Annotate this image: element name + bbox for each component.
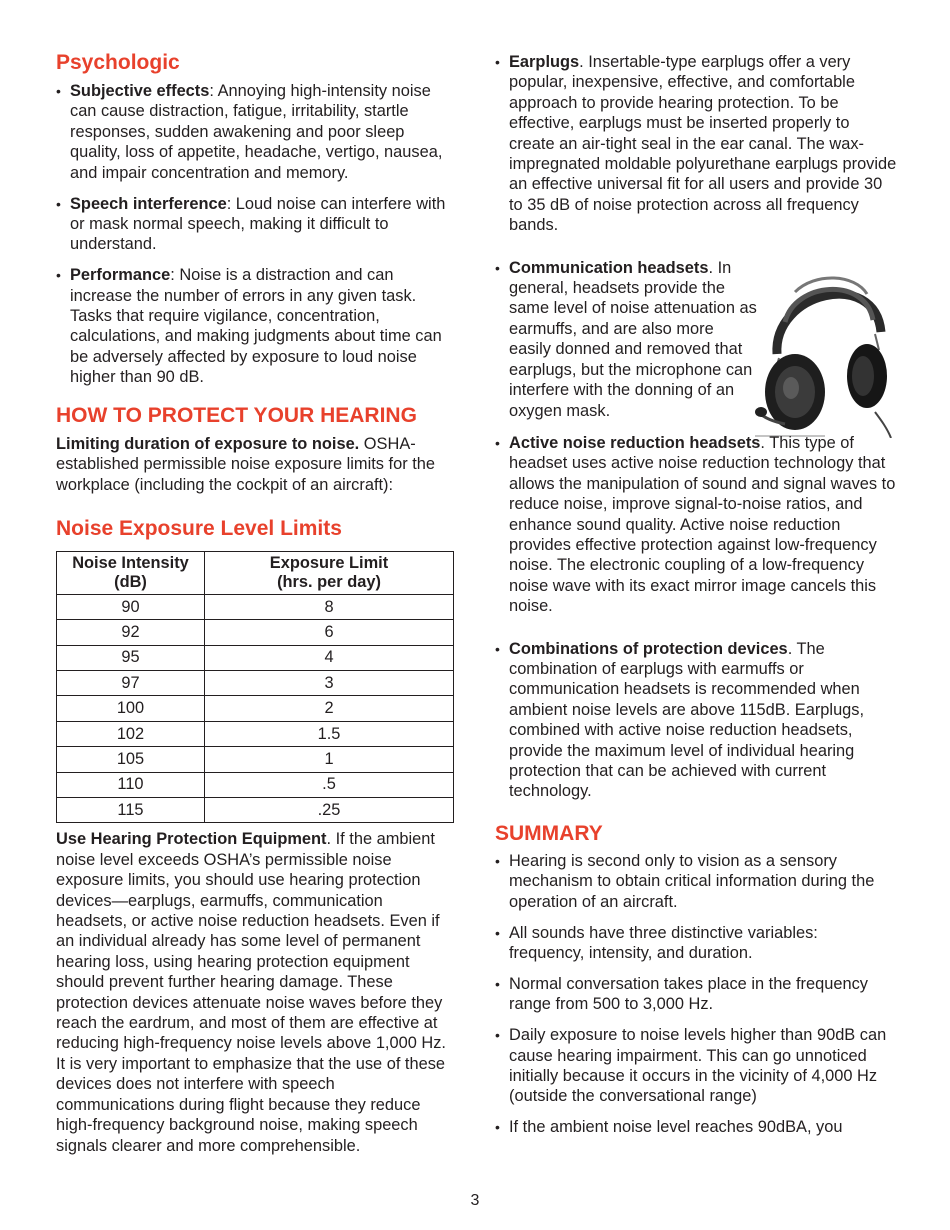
- bullet-term: Active noise reduction headsets: [509, 433, 761, 452]
- header-line: Noise Intensity: [72, 553, 189, 572]
- table-cell: 6: [205, 620, 454, 645]
- use-protection-paragraph: [56, 829, 456, 1156]
- bullet-text: : Loud noise can interfere with or mask normal speech, making it difficult to understand.: [70, 194, 446, 254]
- header-line: (hrs. per day): [277, 572, 381, 591]
- list-item: [495, 639, 897, 802]
- summary-heading: SUMMARY: [495, 821, 603, 845]
- psychologic-heading: Psychologic: [56, 51, 180, 74]
- left-column: [56, 50, 456, 1156]
- table-cell: 100: [57, 696, 205, 721]
- table-row: [57, 671, 454, 696]
- column-header-limit: [205, 551, 454, 594]
- table-heading: Noise Exposure Level Limits: [56, 516, 342, 540]
- header-line: (dB): [114, 572, 147, 591]
- noise-exposure-table: [56, 551, 454, 824]
- table-cell: 110: [57, 772, 205, 797]
- bullet-term: Speech interference: [70, 194, 227, 213]
- page-number: 3: [470, 1192, 480, 1209]
- list-item: • If the ambient noise level reaches 90dBA, you: [495, 1117, 897, 1137]
- table-cell: 3: [205, 671, 454, 696]
- use-protection-term: Use Hearing Protection Equipment: [56, 830, 327, 849]
- right-column: [495, 50, 897, 1138]
- table-cell: 97: [57, 671, 205, 696]
- table-row: [57, 798, 454, 823]
- use-protection-text: . If the ambient noise level exceeds OSHA’s permissible noise exposure limits, you should use hearing protection devices—earplugs, earmuffs, communication headsets, or active noise reduction headsets. Even if an individual already has some level of permanent hearing loss, using hearing protection equipment should prevent further hearing damage. These protection devices attenuate noise waves before they reach the eardrum, and most of them are effective at reducing high-frequency noise levels above 1,000 Hz. It is very important to emphasize that the use of these devices does not interfere with speech communications during flight because they reduce high-frequency background noise, making speech signals clearer and more comprehensible.: [56, 830, 446, 1155]
- table-cell: .5: [205, 772, 454, 797]
- table-cell: 115: [57, 798, 205, 823]
- list-item: [495, 52, 897, 236]
- column-header-intensity: [57, 551, 205, 594]
- table-cell: 8: [205, 594, 454, 619]
- bullet-text: . This type of headset uses active noise reduction technology that allows the manipulation of sound and signal waves to reduce noise, improve signal-to-noise ratios, and enhance sound quality. Active noise reduction provides effective protection against low-frequency noise. The electronic coupling of a low-frequency noise wave with its exact mirror image cancels this noise.: [509, 433, 896, 616]
- table-cell: 102: [57, 721, 205, 746]
- list-item: [56, 194, 456, 255]
- table-cell: 92: [57, 620, 205, 645]
- bullet-text: . In general, headsets provide the same level of noise attenuation as earmuffs, and are also more easily donned and removed that earplugs, but the microphone can interfere with the donning of an oxygen mask.: [509, 258, 757, 420]
- psychologic-list: [56, 81, 456, 388]
- aviation-headset-image: [755, 262, 893, 438]
- list-item: [56, 265, 456, 387]
- table-cell: 4: [205, 645, 454, 670]
- protection-devices-list: [495, 52, 897, 802]
- table-row: [57, 721, 454, 746]
- bullet-term: Performance: [70, 266, 171, 285]
- list-item: [56, 81, 456, 183]
- table-cell: 105: [57, 747, 205, 772]
- list-item: • Hearing is second only to vision as a sensory mechanism to obtain critical information during the operation of an aircraft.: [495, 851, 897, 912]
- bullet-term: Subjective effects: [70, 82, 210, 100]
- list-item: • Normal conversation takes place in the frequency range from 500 to 3,000 Hz.: [495, 974, 897, 1015]
- list-item: [495, 258, 897, 421]
- bullet-text: : Annoying high-intensity noise can cause distraction, fatigue, irritability, startle responses, sudden awakening and poor sleep quality, loss of appetite, headache, vertigo, nausea, and impair concentration and memory.: [70, 82, 443, 182]
- list-item: [495, 433, 897, 617]
- table-cell: 90: [57, 594, 205, 619]
- table-row: [57, 594, 454, 619]
- table-cell: 95: [57, 645, 205, 670]
- header-line: Exposure Limit: [269, 553, 389, 572]
- bullet-text: : Noise is a distraction and can increase the number of errors in any given task. Tasks that require vigilance, concentration, calculations, and making judgments about time can be adversely affected by exposure to loud noise higher than 90 dB.: [70, 266, 442, 387]
- table-cell: 1.5: [205, 721, 454, 746]
- protect-hearing-heading: HOW TO PROTECT YOUR HEARING: [56, 403, 417, 427]
- table-cell: 1: [205, 747, 454, 772]
- bullet-text: . The combination of earplugs with earmuffs or communication headsets is recommended when ambient noise levels are above 115dB. Earplugs, combined with active noise reduction headsets, provide the maximum level of individual hearing protection that can be achieved with current technology.: [509, 639, 865, 801]
- table-cell: .25: [205, 798, 454, 823]
- list-item: • Daily exposure to noise levels higher than 90dB can cause hearing impairment. This can go unnoticed initially because it occurs in the vicinity of 4,000 Hz (outside the conversational range): [495, 1025, 897, 1107]
- limiting-duration-paragraph: [56, 434, 456, 495]
- bullet-term: Communication headsets: [509, 258, 709, 277]
- summary-list: [495, 851, 897, 1138]
- table-row: [57, 772, 454, 797]
- table-header-row: [57, 551, 454, 594]
- table-row: [57, 620, 454, 645]
- table-row: [57, 747, 454, 772]
- table-cell: 2: [205, 696, 454, 721]
- table-row: [57, 645, 454, 670]
- list-item: • All sounds have three distinctive variables: frequency, intensity, and duration.: [495, 923, 897, 964]
- bullet-text: . Insertable-type earplugs offer a very popular, inexpensive, effective, and comfortable approach to provide hearing protection. To be effective, earplugs must be inserted properly to create an air-tight seal in the ear canal. The wax-impregnated moldable polyurethane earplugs provide an effective universal fit for all users and provide 30 to 35 dB of noise protection across all frequency bands.: [509, 53, 897, 235]
- limiting-text: OSHA-established permissible noise exposure limits for the workplace (including the cockpit of an aircraft):: [56, 434, 435, 494]
- bullet-term: Combinations of protection devices: [509, 639, 788, 658]
- limiting-term: Limiting duration of exposure to noise.: [56, 434, 360, 453]
- table-row: [57, 696, 454, 721]
- bullet-term: Earplugs: [509, 53, 580, 71]
